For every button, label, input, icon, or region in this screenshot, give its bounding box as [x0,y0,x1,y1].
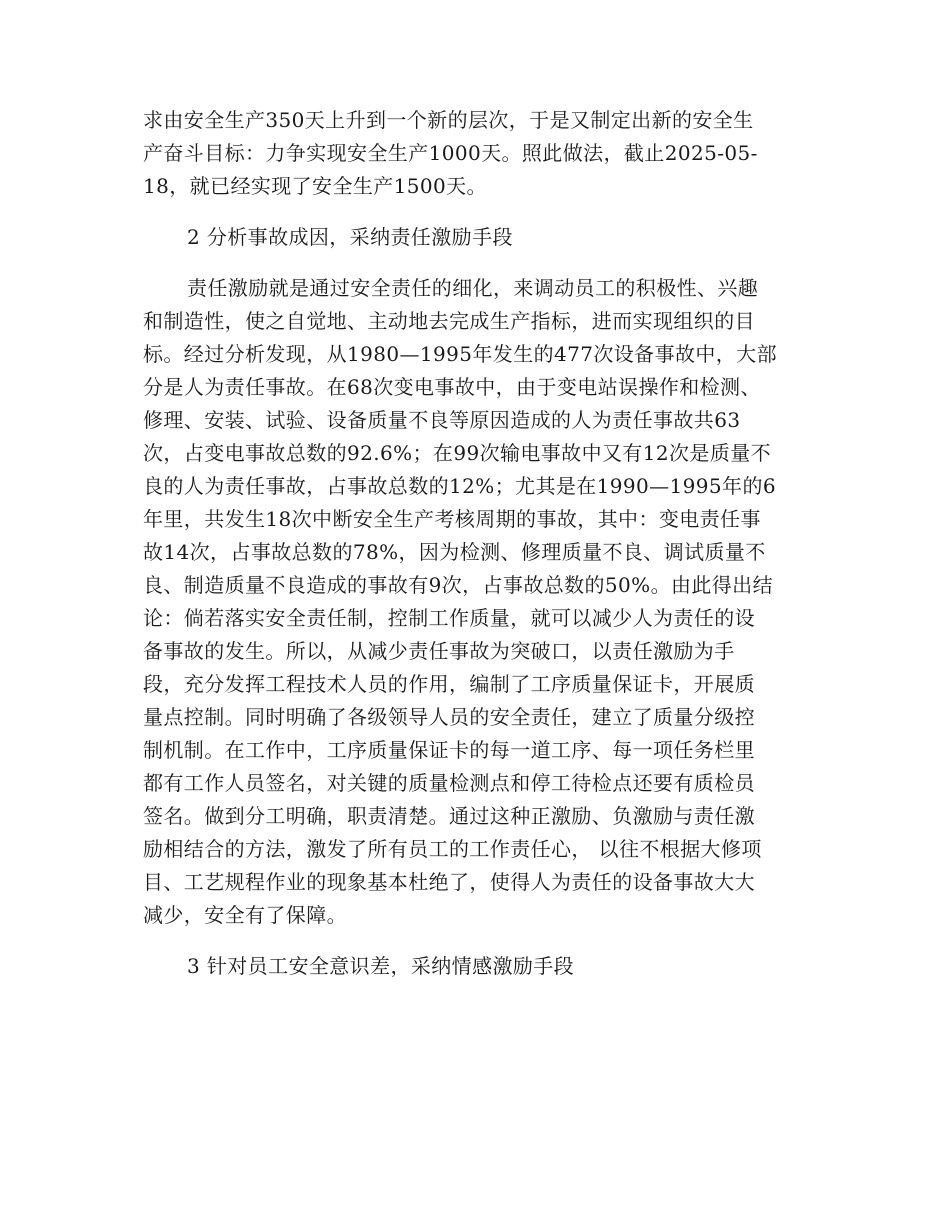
text-line: 段，充分发挥工程技术人员的作用，编制了工序质量保证卡，开展质 [143,672,755,696]
paragraph-responsibility-incentive [143,272,808,932]
section-heading-2 [143,221,808,254]
text-line: 年里，共发生18次中断安全生产考核周期的事故，其中：变电责任事 [143,507,761,531]
heading-line: 2 分析事故成因，采纳责任激励手段 [187,225,513,249]
text-line: 减少，安全有了保障。 [143,903,347,927]
text-line: 良的人为责任事故，占事故总数的12%；尤其是在1990—1995年的6 [143,474,776,498]
document-page [143,104,808,1001]
text-line: 和制造性，使之自觉地、主动地去完成生产指标，进而实现组织的目 [143,309,755,333]
text-line: 分是人为责任事故。在68次变电事故中，由于变电站误操作和检测、 [143,375,761,399]
text-line: 标。经过分析发现，从1980—1995年发生的477次设备事故中，大部 [143,342,777,366]
section-heading-3 [143,950,808,983]
heading-line: 3 针对员工安全意识差，采纳情感激励手段 [187,954,575,978]
text-line: 目、工艺规程作业的现象基本杜绝了，使得人为责任的设备事故大大 [143,870,755,894]
text-line: 修理、安装、试验、设备质量不良等原因造成的人为责任事故共63 [143,408,741,432]
text-line: 量点控制。同时明确了各级领导人员的安全责任，建立了质量分级控 [143,705,755,729]
text-line: 制机制。在工作中，工序质量保证卡的每一道工序、每一项任务栏里 [143,738,755,762]
text-line: 求由安全生产350天上升到一个新的层次，于是又制定出新的安全生 [143,108,754,132]
text-line: 责任激励就是通过安全责任的细化，来调动员工的积极性、兴趣 [187,276,759,300]
text-line: 励相结合的方法，激发了所有员工的工作责任心， 以往不根据大修项 [143,837,762,861]
text-line: 良、制造质量不良造成的事故有9次，占事故总数的50%。由此得出结 [143,573,773,597]
text-line: 次，占变电事故总数的92.6%；在99次输电事故中又有12次是质量不 [143,441,772,465]
text-line: 签名。做到分工明确，职责清楚。通过这种正激励、负激励与责任激 [143,804,755,828]
paragraph-intro [143,104,808,203]
text-line: 产奋斗目标：力争实现安全生产1000天。照此做法，截止2025-05- [143,141,758,165]
text-line: 都有工作人员签名，对关键的质量检测点和停工待检点还要有质检员 [143,771,755,795]
text-line: 论：倘若落实安全责任制，控制工作质量，就可以减少人为责任的设 [143,606,755,630]
text-line: 18，就已经实现了安全生产1500天。 [143,174,487,198]
text-line: 备事故的发生。所以，从减少责任事故为突破口，以责任激励为手 [143,639,735,663]
text-line: 故14次，占事故总数的78%，因为检测、修理质量不良、调试质量不 [143,540,766,564]
